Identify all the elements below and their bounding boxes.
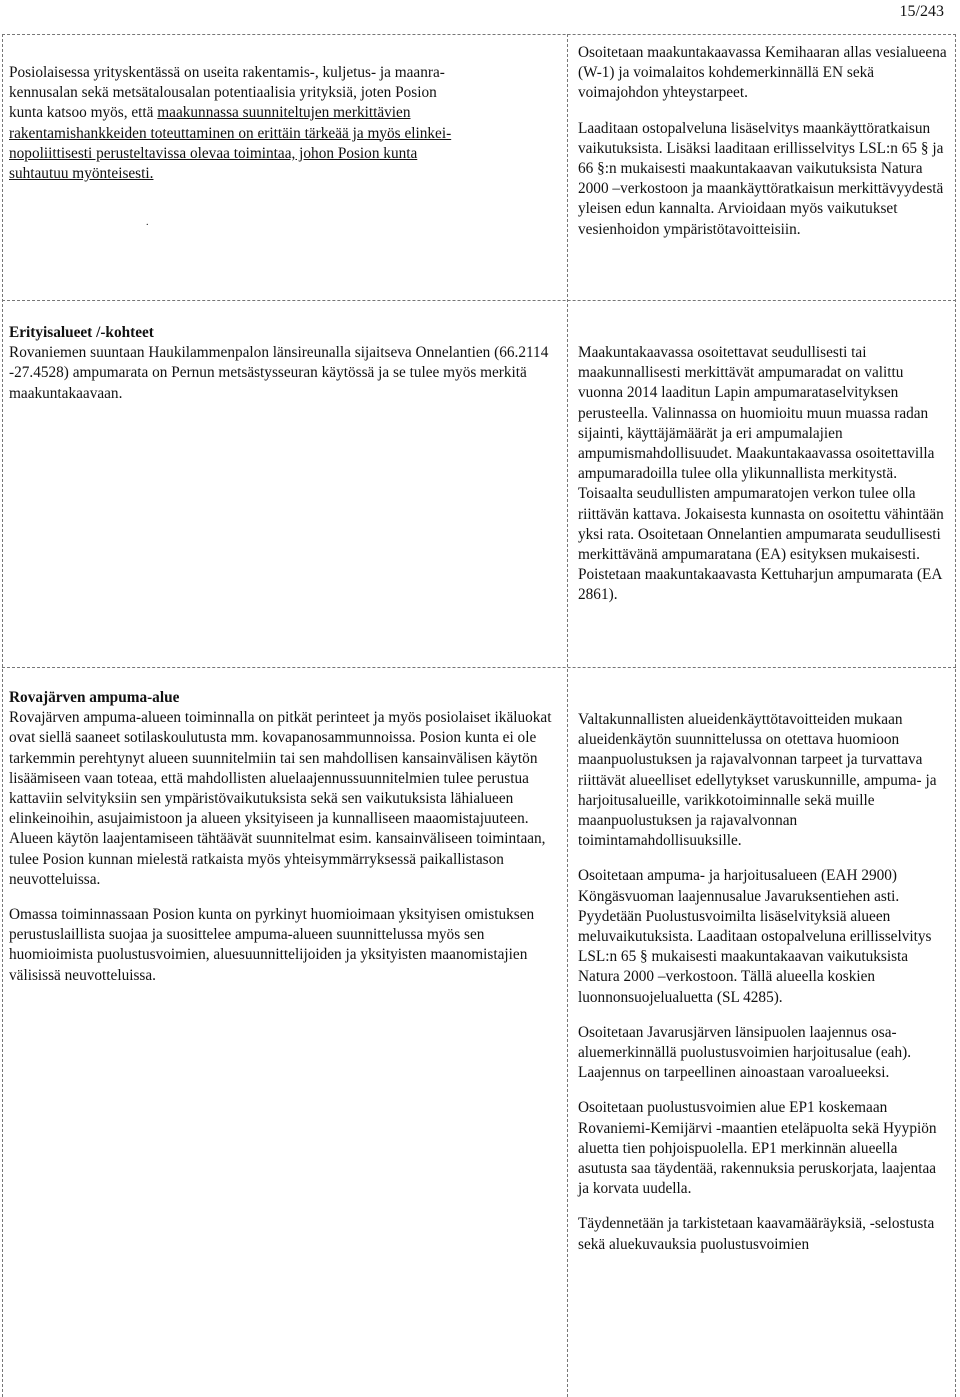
row1-left-line-2: kennusalan sekä metsätalousalan potentiaalisia yrityksiä, joten Posion (9, 84, 437, 102)
row3-right-paragraph-3: Osoitetaan Javarusjärven länsipuolen laajennus osa-aluemerkinnällä puolustusvoimien harjoitusalue (eah). Laajennus on tarpeellinen ainoastaan varoalueeksi. (578, 1023, 912, 1082)
section-heading-erityisalueet: Erityisalueet /-kohteet (9, 324, 154, 341)
table-left-border (2, 34, 3, 1397)
section-heading-rovajarvi: Rovajärven ampuma-alue (9, 689, 180, 706)
row1-left-line-3 (9, 103, 561, 123)
row3-right-paragraph-4: Osoitetaan puolustusvoimien alue EP1 koskemaan Rovaniemi-Kemijärvi -maantien eteläpuolta sekä Hyypiön aluetta tien pohjoispuolella. EP1 merkinnän alueella asutusta saa täydentää, rakennuksia peruskorjata, laajentaa ja korvata uudella. (578, 1099, 937, 1198)
row1-right-paragraph-1: Osoitetaan maakuntakaavassa Kemihaaran allas vesialueena (W-1) ja voimalaitos kohdemerkinnällä EN sekä voimajohdon yhteystarpeet. (578, 44, 947, 102)
row1-right-cell (578, 43, 948, 240)
row1-right-paragraph-2: Laaditaan ostopalveluna lisäselvitys maankäyttöratkaisun vaikutuksista. Lisäksi laaditaan erillisselvitys LSL:n 65 § ja 66 §:n mukaisesti maakuntakaavan vaikutuksista Natura 2000 –verkostoon ja maankäyttöratkaisun merkittävyydestä yleisen edun kannalta. Arvioidaan myös vaikutukset vesienhoidon ympäristötavoitteisiin. (578, 119, 944, 238)
row2-right-cell (578, 343, 948, 606)
row1-left-cell (9, 63, 561, 184)
row3-left-paragraph-1: Rovajärven ampuma-alueen toiminnalla on pitkät perinteet ja myös posiolaiset ikäluokat ovat siellä saaneet sotilaskoulutusta mm. kovapanosammunnoissa. Posion kunta ei ole tarkemmin perehtynyt alueen suunnitelmiin tai sen mahdollisen kansainvälisen käytön lisäämiseen vaan toteaa, että mahdollisten aluelaajennussuunnitelmien tulee perustua kattaviin selvityksiin sen ympäristövaikutuksista sekä sen vaikutuksista lähialueen elinkeinoihin, asujaimistoon ja alueen yksityiseen ja kunnalliseen maaomistajuuteen. Alueen käytön laajentamiseen tähtäävät suunnitelmat esim. kansainväliseen toimintaan, tulee Posion kunnan mielestä ratkaista myös yhteisymmärryksessä paikallistason neuvotteluissa. (9, 709, 552, 888)
row3-left-paragraph-2: Omassa toiminnassaan Posion kunta on pyrkinyt huomioimaan yksityisen omistuksen perustuslaillista suojaa ja suosittelee ampuma-alueen suunnittelussa myös sen huomioimista puolustusvoimien, aluesuunnittelijoiden ja yksityisten maanomistajien välisissä neuvotteluissa. (9, 906, 535, 984)
row1-left-line-1: Posiolaisessa yrityskentässä on useita rakentamis-, kuljetus- ja maanra- (9, 64, 445, 81)
table-top-border (2, 34, 956, 35)
row1-left-line-3-start: kunta katsoo myös, että (9, 104, 158, 122)
page-number: 15/243 (899, 3, 944, 20)
row3-right-paragraph-2: Osoitetaan ampuma- ja harjoitusalueen (EAH 2900) Köngäsvuoman laajennusalue Javaruksentiehen asti. Pyydetään Puolustusvoimilta lisäselvityksiä alueen meluvaikutuksista. Laaditaan ostopalveluna erillisselvitys LSL:n 65 § mukaisesti maakuntakaavan vaikutuksista Natura 2000 –verkostoon. Tällä alueella koskien luonnonsuojelualuetta (SL 4285). (578, 867, 932, 1006)
table-right-border (955, 34, 956, 1397)
row-divider-2 (2, 667, 956, 668)
column-divider (567, 34, 568, 1397)
row2-left-cell (9, 323, 561, 404)
row2-left-text: Rovaniemen suuntaan Haukilammenpalon länsireunalla sijaitseva Onnelantien (66.2114 -27.4528) ampumarata on Pernun metsästysseuran käytössä ja se tulee myös merkitä maakuntakaavaan. (9, 344, 549, 402)
row1-left-line-4: rakentamishankkeiden toteuttaminen on erittäin tärkeää ja myös elinkei- (9, 124, 452, 142)
row3-right-paragraph-1: Valtakunnallisten alueidenkäyttötavoitteiden mukaan alueidenkäytön suunnittelussa on otettava huomioon maanpuolustuksen ja rajavalvonnan tarpeet ja turvattava riittävät alueelliset edellytykset varuskunnille, ampuma- ja harjoitusalueille, varikkotoiminnalle sekä muille maanpuolustuksen ja rajavalvonnan toimintamahdollisuuksille. (578, 711, 937, 850)
row3-right-paragraph-5: Täydennetään ja tarkistetaan kaavamääräyksiä, -selostusta sekä aluekuvauksia puolustusvoimien (578, 1215, 935, 1253)
row3-left-cell (9, 688, 561, 986)
row3-right-cell (578, 710, 948, 1255)
row1-left-line-6: suhtautuu myönteisesti. (9, 165, 154, 183)
underlined-phrase: maakunnassa suunniteltujen merkittävien (157, 104, 411, 122)
row2-right-text: Maakuntakaavassa osoitettavat seudullisesti tai maakunnallisesti merkittävät ampumaradat on valittu vuonna 2014 laaditun Lapin ampumarataselvityksen perusteella. Valinnassa on huomioitu muun muassa radan sijainti, käyttäjämäärät ja eri ampumalajien ampumismahdollisuudet. Maakuntakaavassa osoitettavilla ampumaradoilla tulee olla ylikunnallista merkitystä. Toisaalta seudullisten ampumaratojen verkon tulee olla riittävän kattava. Jokaisesta kunnasta on osoitettu vähintään yksi rata. Osoitetaan Onnelantien ampumarata seudullisesti merkittävänä ampumaratana (EA) esityksen mukaisesti. Poistetaan maakuntakaavasta Kettuharjun ampumarata (EA 2861). (578, 344, 944, 604)
row1-left-line-5: nopoliittisesti perusteltavissa olevaa toimintaa, johon Posion kunta (9, 144, 418, 162)
row-divider-1 (2, 300, 956, 301)
stray-dot: . (146, 217, 149, 228)
